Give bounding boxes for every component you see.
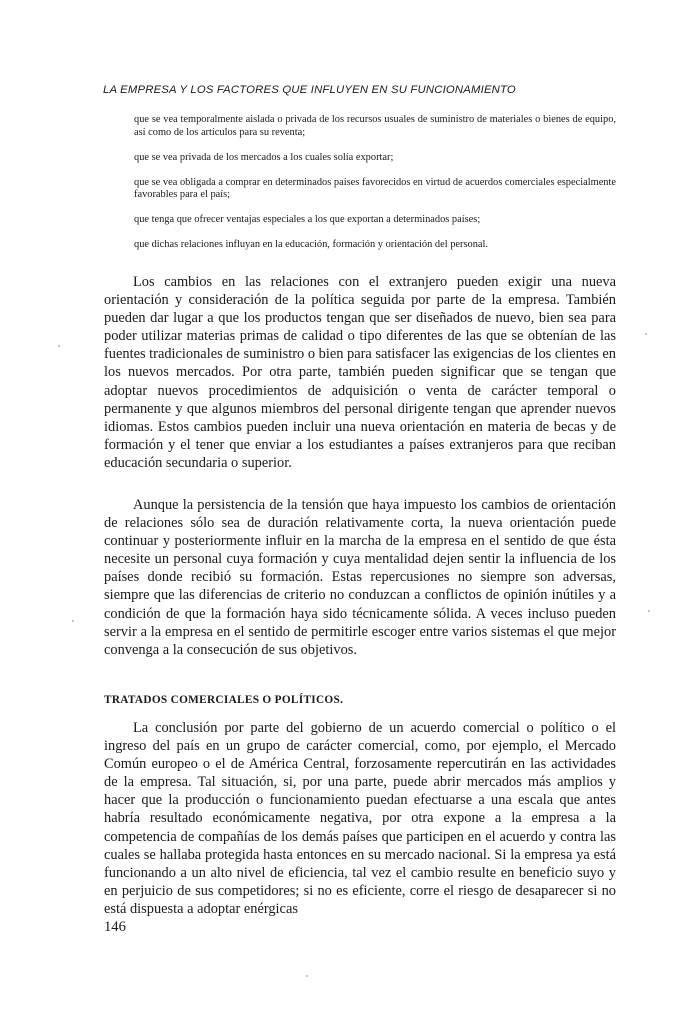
- page-number: 146: [104, 919, 126, 935]
- scan-speck: [306, 975, 308, 977]
- body-paragraph: Los cambios en las relaciones con el extranjero pueden exigir una nueva orientación y consideración de la política seguida por parte de la empresa. También pueden dar lugar a que los productos tengan que ser diseñados de nuevo, bien sea para poder utilizar materias primas de calidad o tipo diferentes de las que se obtenían de las fuentes tradicionales de suministro o bien para satisfacer las exigencias de los clientes en los nuevos mercados. Por otra parte, también pueden significar que se tengan que adoptar nuevos procedimientos de adquisición o venta de carácter temporal o permanente y que algunos miembros del personal dirigente tengan que aprender nuevos idiomas. Estos cambios pueden incluir una nueva orientación en materia de becas y de formación y el tener que enviar a los estudiantes a países extranjeros para que reciban educación secundaria o superior.: [104, 274, 616, 471]
- body-paragraph: Aunque la persistencia de la tensión que haya impuesto los cambios de orientación de relaciones sólo sea de duración relativamente corta, la nueva orientación puede continuar y posteriormente influir en la marcha de la empresa en el sentido de que ésta necesite un personal cuya formación y cuya mentalidad dejen sentir la influencia de los países donde recibió su formación. Estas repercusiones no siempre son adversas, siempre que las diferencias de criterio no conduzcan a conflictos de opinión inútiles y a condición de que la formación haya sido técnicamente sólida. A veces incluso pueden servir a la empresa en el sentido de permitirle escoger entre varios sistemas el que mejor convenga a la consecución de sus objetivos.: [104, 497, 616, 658]
- list-item: que se vea temporalmente aislada o privada de los recursos usuales de suministro de materiales o bienes de equipo, así como de los artículos para su reventa;: [134, 114, 616, 138]
- list-item: que dichas relaciones influyan en la educación, formación y orientación del personal.: [134, 239, 489, 250]
- consequence-list: [134, 114, 616, 264]
- running-head: LA EMPRESA Y LOS FACTORES QUE INFLUYEN EN SU FUNCIONAMIENTO: [103, 84, 516, 96]
- scan-speck: [58, 345, 60, 347]
- body-paragraph: La conclusión por parte del gobierno de un acuerdo comercial o político o el ingreso del país en un grupo de carácter comercial, como, por ejemplo, el Mercado Común europeo o el de América Central, forzosamente repercutirán en las actividades de la empresa. Tal situación, si, por una parte, puede abrir mercados más amplios y hacer que la producción o funcionamiento puedan efectuarse a una escala que antes habría resultado económicamente negativa, por otra expone a la empresa a la competencia de compañías de los demás países que participen en el acuerdo y contra las cuales se hallaba protegida hasta entonces en su mercado nacional. Si la empresa ya está funcionando a un alto nivel de eficiencia, tal vez el cambio resulte en beneficio suyo y en perjuicio de sus competidores; si no es eficiente, corre el riesgo de desaparecer si no está dispuesta a adoptar enérgicas: [104, 720, 616, 917]
- list-item: que tenga que ofrecer ventajas especiales a los que exportan a determinados países;: [134, 214, 481, 225]
- list-item: que se vea privada de los mercados a los cuales solía exportar;: [134, 151, 394, 163]
- scan-speck: [72, 620, 74, 622]
- scan-speck: [648, 610, 650, 612]
- list-item: que se vea obligada a comprar en determinados países favorecidos en virtud de acuerdos comerciales especialmente favorables para el país;: [134, 176, 616, 200]
- scan-speck: [645, 333, 647, 335]
- section-heading: TRATADOS COMERCIALES O POLÍTICOS.: [104, 694, 344, 706]
